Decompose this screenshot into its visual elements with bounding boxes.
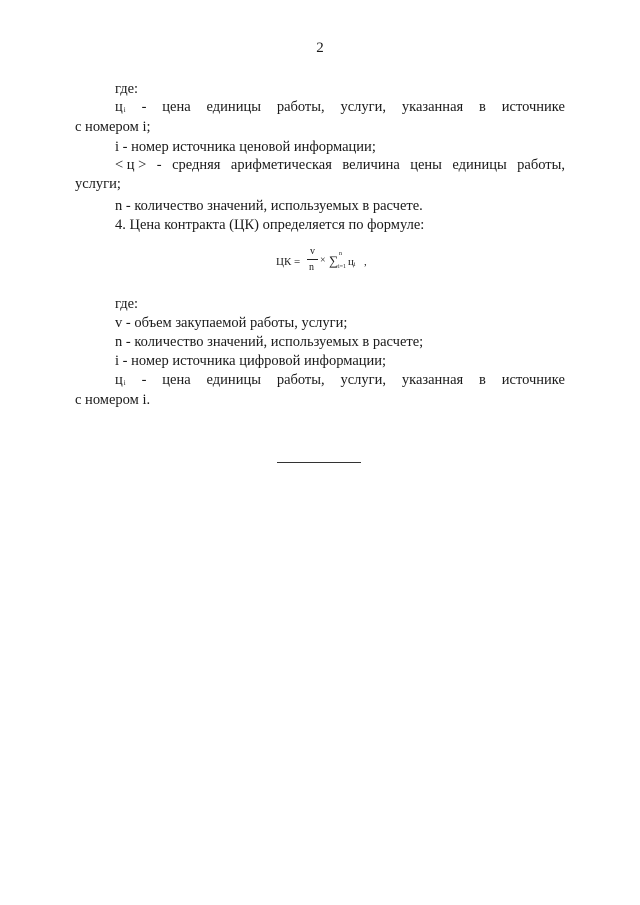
definition-n-line-1: n - количество значений, используемых в расчете.: [115, 198, 423, 214]
formula-end: ,: [364, 256, 367, 268]
formula-lower-limit: i=1: [338, 264, 347, 270]
formula-sigma: ∑: [329, 253, 339, 268]
definition-avg-line-1: < ц > - средняя арифметическая величина цены единицы работы,: [115, 157, 565, 173]
definition-n-line-2: n - количество значений, используемых в расчете;: [115, 334, 424, 350]
formula-term: цi: [348, 256, 356, 268]
definition-ci-line-3: цi - цена единицы работы, услуги, указанная в источнике: [115, 371, 565, 392]
contract-price-formula: [276, 246, 386, 280]
where-label-1: где:: [115, 81, 139, 97]
definition-i-line-2: i - номер источника цифровой информации;: [115, 353, 387, 369]
formula-upper-limit: n: [339, 251, 342, 257]
ci-symbol-2: цi: [115, 372, 126, 388]
formula-fraction-bar: [307, 259, 318, 260]
formula-lhs: ЦК =: [276, 256, 301, 268]
end-divider: [277, 462, 361, 463]
definition-v-line: v - объем закупаемой работы, услуги;: [115, 315, 348, 331]
formula-times: ×: [320, 255, 326, 266]
definition-i-line: i - номер источника ценовой информации;: [115, 139, 376, 155]
definition-ci-line-1: цi - цена единицы работы, услуги, указанная в источнике: [115, 98, 565, 119]
where-label-2: где:: [115, 296, 139, 312]
formula-numerator: v: [310, 246, 315, 257]
page-number: 2: [316, 40, 324, 56]
formula-denominator: n: [309, 262, 314, 273]
item-4-text: 4. Цена контракта (ЦК) определяется по формуле:: [115, 217, 425, 233]
definition-ci-line-4: с номером i.: [75, 392, 151, 408]
ci-symbol: цi: [115, 99, 126, 115]
definition-ci-line-2: с номером i;: [75, 119, 151, 135]
definition-avg-line-2: услуги;: [75, 176, 121, 192]
